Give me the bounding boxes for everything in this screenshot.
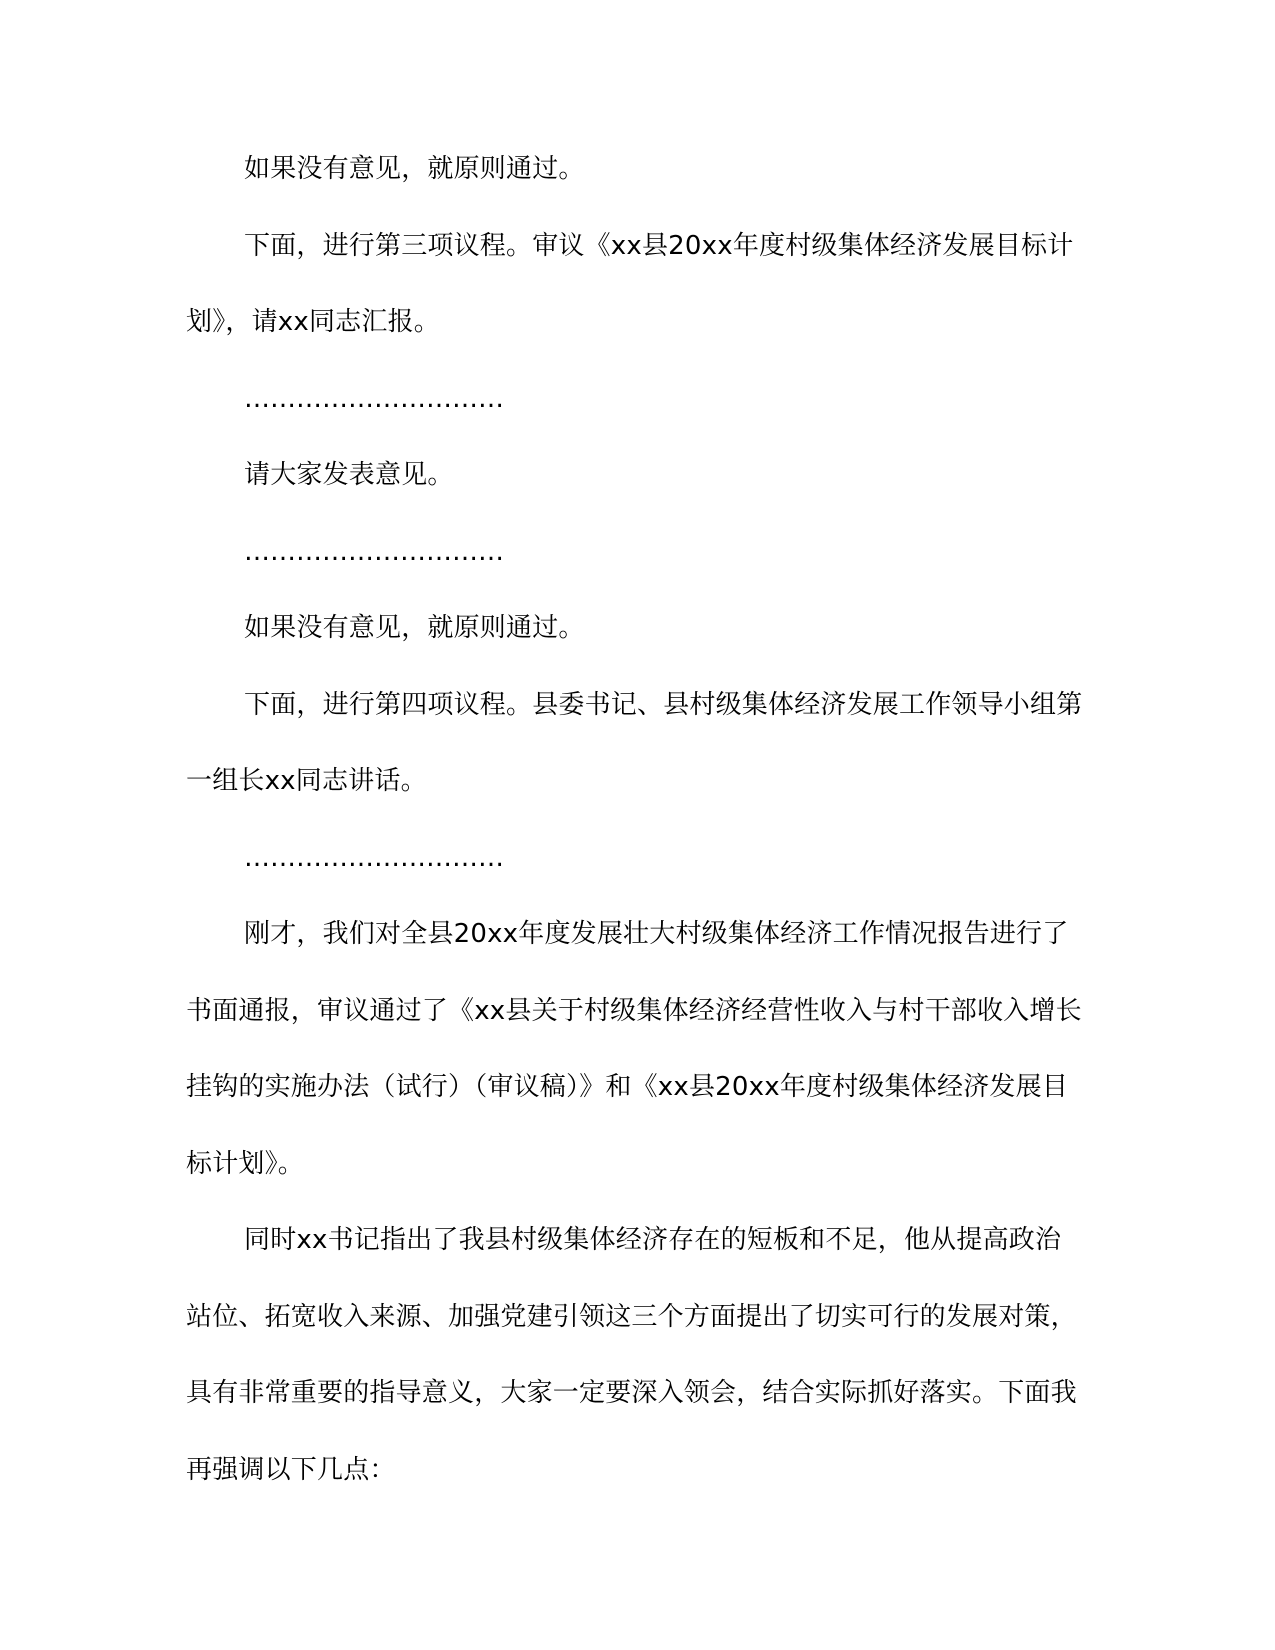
paragraph-no-objection-1: 如果没有意见，就原则通过。: [244, 154, 585, 184]
paragraph-summary: 刚才，我们对全县20xx年度发展壮大村级集体经济工作情况报告进行了书面通报，审议通过了《xx县关于村级集体经济经营性收入与村干部收入增长挂钩的实施办法（试行）（审议稿）》和《xx县20xx年度村级集体经济发展目标计划》。: [186, 919, 1082, 1179]
ellipsis-line-1: …………………………: [244, 383, 504, 414]
ellipsis-line-3: …………………………: [244, 842, 504, 873]
ellipsis-line-2: …………………………: [244, 536, 504, 567]
paragraph-agenda-item-4: 下面，进行第四项议程。县委书记、县村级集体经济发展工作领导小组第一组长xx同志讲话。: [186, 689, 1083, 796]
paragraph-invite-opinions: 请大家发表意见。: [244, 460, 454, 490]
paragraph-no-objection-2: 如果没有意见，就原则通过。: [244, 613, 585, 643]
paragraph-emphasis: 同时xx书记指出了我县村级集体经济存在的短板和不足，他从提高政治站位、拓宽收入来源、加强党建引领这三个方面提出了切实可行的发展对策，具有非常重要的指导意义，大家一定要深入领会，结合实际抓好落实。下面我再强调以下几点：: [186, 1225, 1077, 1485]
paragraph-agenda-item-3: 下面，进行第三项议程。审议《xx县20xx年度村级集体经济发展目标计划》，请xx同志汇报。: [186, 230, 1074, 337]
document-page: [186, 131, 1086, 1508]
